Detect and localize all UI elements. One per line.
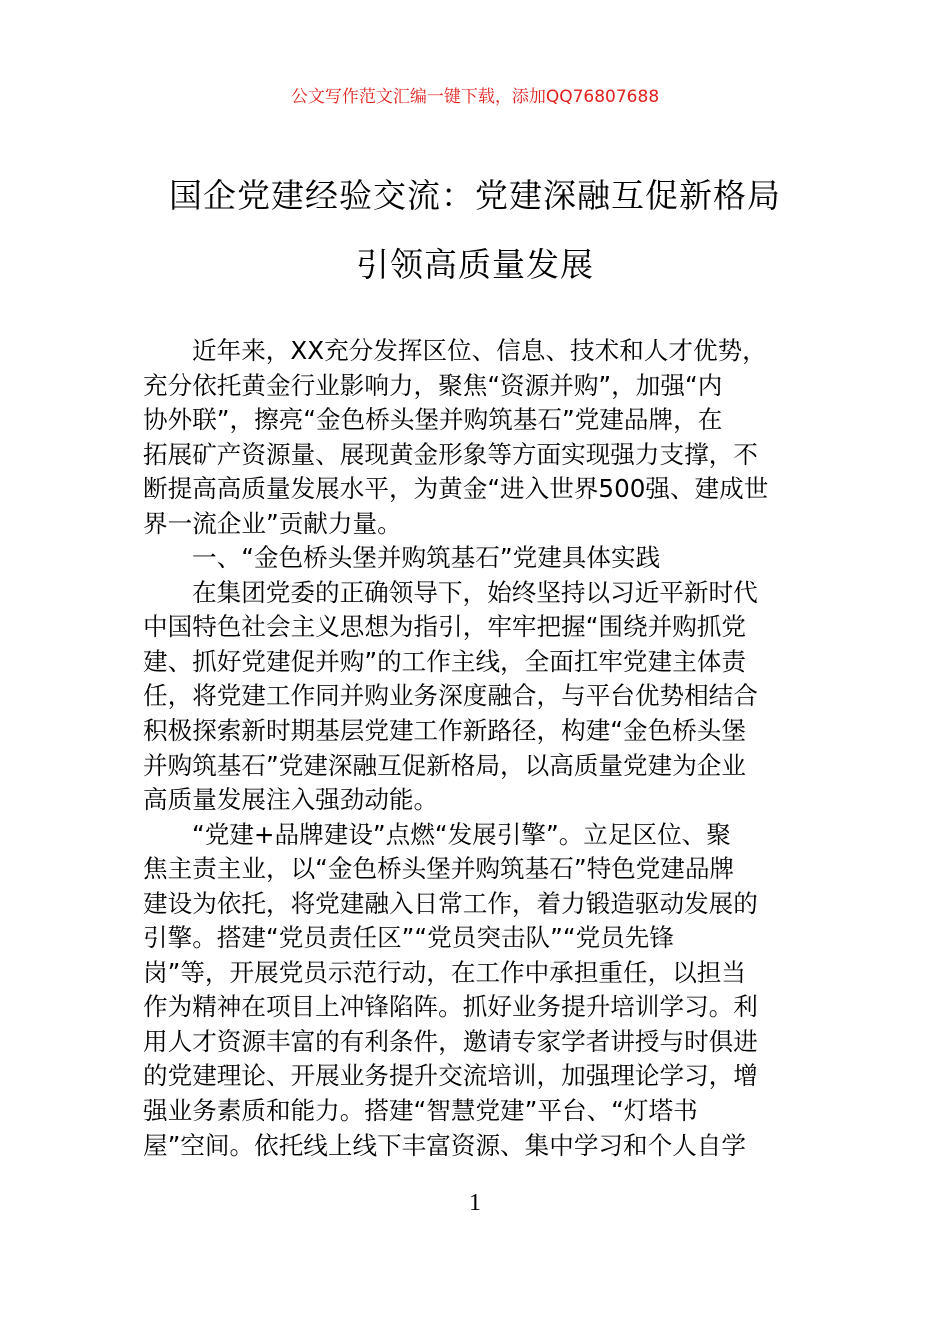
paragraph-line: 高质量发展注入强劲动能。 bbox=[143, 785, 439, 815]
paragraph-line: 屋”空间。依托线上线下丰富资源、集中学习和个人自学 bbox=[143, 1130, 746, 1160]
paragraph-line: 中国特色社会主义思想为指引，牢牢把握“围绕并购抓党 bbox=[143, 612, 746, 642]
paragraph-line: 界一流企业”贡献力量。 bbox=[143, 508, 402, 538]
paragraph-line: 引擎。搭建“党员责任区”“党员突击队”“党员先锋 bbox=[143, 923, 674, 953]
paragraph-line: 岗”等，开展党员示范行动，在工作中承担重任，以担当 bbox=[143, 957, 746, 987]
paragraph-line: 断提高高质量发展水平，为黄金“进入世界500强、建成世 bbox=[143, 474, 769, 504]
paragraph-line: 协外联”，擦亮“金色桥头堡并购筑基石”党建品牌，在 bbox=[143, 405, 723, 435]
paragraph-line: 建设为依托，将党建融入日常工作，着力锻造驱动发展的 bbox=[143, 888, 758, 918]
paragraph-line: 积极探索新时期基层党建工作新路径，构建“金色桥头堡 bbox=[143, 716, 746, 746]
paragraph-line: 建、抓好党建促并购”的工作主线，全面扛牢党建主体责 bbox=[143, 646, 746, 676]
paragraph-line: 并购筑基石”党建深融互促新格局，以高质量党建为企业 bbox=[143, 750, 746, 780]
paragraph-line: 拓展矿产资源量、展现黄金形象等方面实现强力支撑，不 bbox=[143, 439, 758, 469]
paragraph-line: 任，将党建工作同并购业务深度融合，与平台优势相结合 bbox=[143, 681, 758, 711]
paragraph-line: 作为精神在项目上冲锋陷阵。抓好业务提升培训学习。利 bbox=[143, 992, 758, 1022]
page-number: 1 bbox=[469, 1190, 481, 1216]
paragraph-line: 充分依托黄金行业影响力，聚焦“资源并购”，加强“内 bbox=[143, 370, 723, 400]
document-title-line-1: 国企党建经验交流：党建深融互促新格局 bbox=[169, 176, 781, 215]
paragraph-line: 用人才资源丰富的有利条件，邀请专家学者讲授与时俱进 bbox=[143, 1026, 758, 1056]
download-notice: 公文写作范文汇编一键下载，添加QQ76807688 bbox=[290, 87, 660, 107]
section-heading: 一、“金色桥头堡并购筑基石”党建具体实践 bbox=[192, 543, 661, 573]
document-title-line-2: 引领高质量发展 bbox=[356, 245, 594, 284]
paragraph-line: 近年来，XX充分发挥区位、信息、技术和人才优势， bbox=[192, 336, 767, 365]
paragraph-line: 的党建理论、开展业务提升交流培训，加强理论学习，增 bbox=[143, 1061, 758, 1091]
paragraph-line: 强业务素质和能力。搭建“智慧党建”平台、“灯塔书 bbox=[143, 1096, 698, 1126]
paragraph-line: “党建+品牌建设”点燃“发展引擎”。立足区位、聚 bbox=[192, 819, 731, 849]
document-body bbox=[143, 334, 807, 1163]
paragraph-line: 在集团党委的正确领导下，始终坚持以习近平新时代 bbox=[192, 577, 758, 607]
paragraph-line: 焦主责主业，以“金色桥头堡并购筑基石”特色党建品牌 bbox=[143, 854, 735, 884]
